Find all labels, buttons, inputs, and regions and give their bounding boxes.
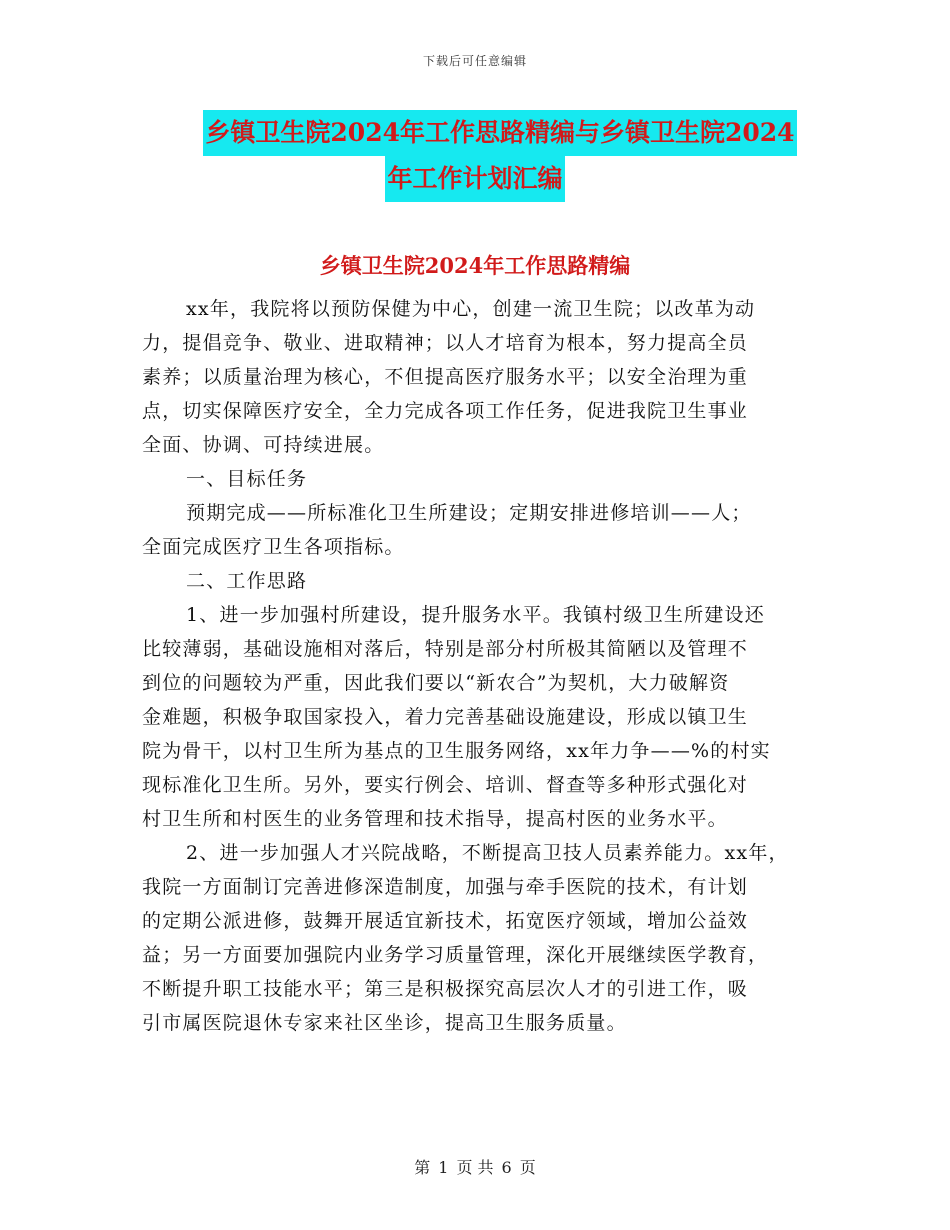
paragraph-line: 引市属医院退休专家来社区坐诊，提高卫生服务质量。 <box>142 1012 627 1034</box>
paragraph-line: 2、进一步加强人才兴院战略，不断提高卫技人员素养能力。xx年， <box>186 842 789 864</box>
paragraph-line: 不断提升职工技能水平；第三是积极探究高层次人才的引进工作，吸 <box>142 978 749 1000</box>
document-title <box>0 110 950 202</box>
paragraph-line: 我院一方面制订完善进修深造制度，加强与牵手医院的技术，有计划 <box>142 876 749 898</box>
footer-middle: 页 共 <box>456 1158 494 1177</box>
footer-prefix: 第 <box>414 1158 431 1177</box>
paragraph-line: 全面、协调、可持续进展。 <box>142 434 385 456</box>
paragraph-line: xx年，我院将以预防保健为中心，创建一流卫生院；以改革为动 <box>186 298 756 320</box>
paragraph-line: 预期完成——所标准化卫生所建设；定期安排进修培训——人； <box>186 502 752 524</box>
document-title-line1: 乡镇卫生院2024年工作思路精编与乡镇卫生院2024 <box>203 110 796 156</box>
footer-suffix: 页 <box>519 1158 536 1177</box>
paragraph-line: 村卫生所和村医生的业务管理和技术指导，提高村医的业务水平。 <box>142 808 728 830</box>
paragraph-line: 益；另一方面要加强院内业务学习质量管理，深化开展继续医学教育， <box>142 944 769 966</box>
page-number: 1 <box>438 1158 449 1177</box>
heading-line: 一、目标任务 <box>186 468 308 490</box>
page-total: 6 <box>501 1158 512 1177</box>
paragraph-line: 力，提倡竞争、敬业、进取精神；以人才培育为根本，努力提高全员 <box>142 332 749 354</box>
paragraph-line: 1、进一步加强村所建设，提升服务水平。我镇村级卫生所建设还 <box>186 604 765 626</box>
paragraph-line: 到位的问题较为严重，因此我们要以“新农合”为契机，大力破解资 <box>142 672 730 694</box>
paragraph-line: 点，切实保障医疗安全，全力完成各项工作任务，促进我院卫生事业 <box>142 400 749 422</box>
body-text <box>142 292 832 1040</box>
paragraph-line: 素养；以质量治理为核心，不但提高医疗服务水平；以安全治理为重 <box>142 366 749 388</box>
heading-line: 二、工作思路 <box>186 570 308 592</box>
paragraph-line: 院为骨干，以村卫生所为基点的卫生服务网络，xx年力争——%的村实 <box>142 740 771 762</box>
document-title-line2: 年工作计划汇编 <box>385 156 564 202</box>
paragraph-line: 现标准化卫生所。另外，要实行例会、培训、督查等多种形式强化对 <box>142 774 749 796</box>
section-title: 乡镇卫生院2024年工作思路精编 <box>319 253 631 278</box>
paragraph-line: 的定期公派进修，鼓舞开展适宜新技术，拓宽医疗领域，增加公益效 <box>142 910 749 932</box>
header-note: 下载后可任意编辑 <box>422 54 527 68</box>
page-footer <box>0 1155 950 1178</box>
paragraph-line: 比较薄弱，基础设施相对落后，特别是部分村所极其简陋以及管理不 <box>142 638 749 660</box>
paragraph-line: 金难题，积极争取国家投入，着力完善基础设施建设，形成以镇卫生 <box>142 706 749 728</box>
paragraph-line: 全面完成医疗卫生各项指标。 <box>142 536 405 558</box>
